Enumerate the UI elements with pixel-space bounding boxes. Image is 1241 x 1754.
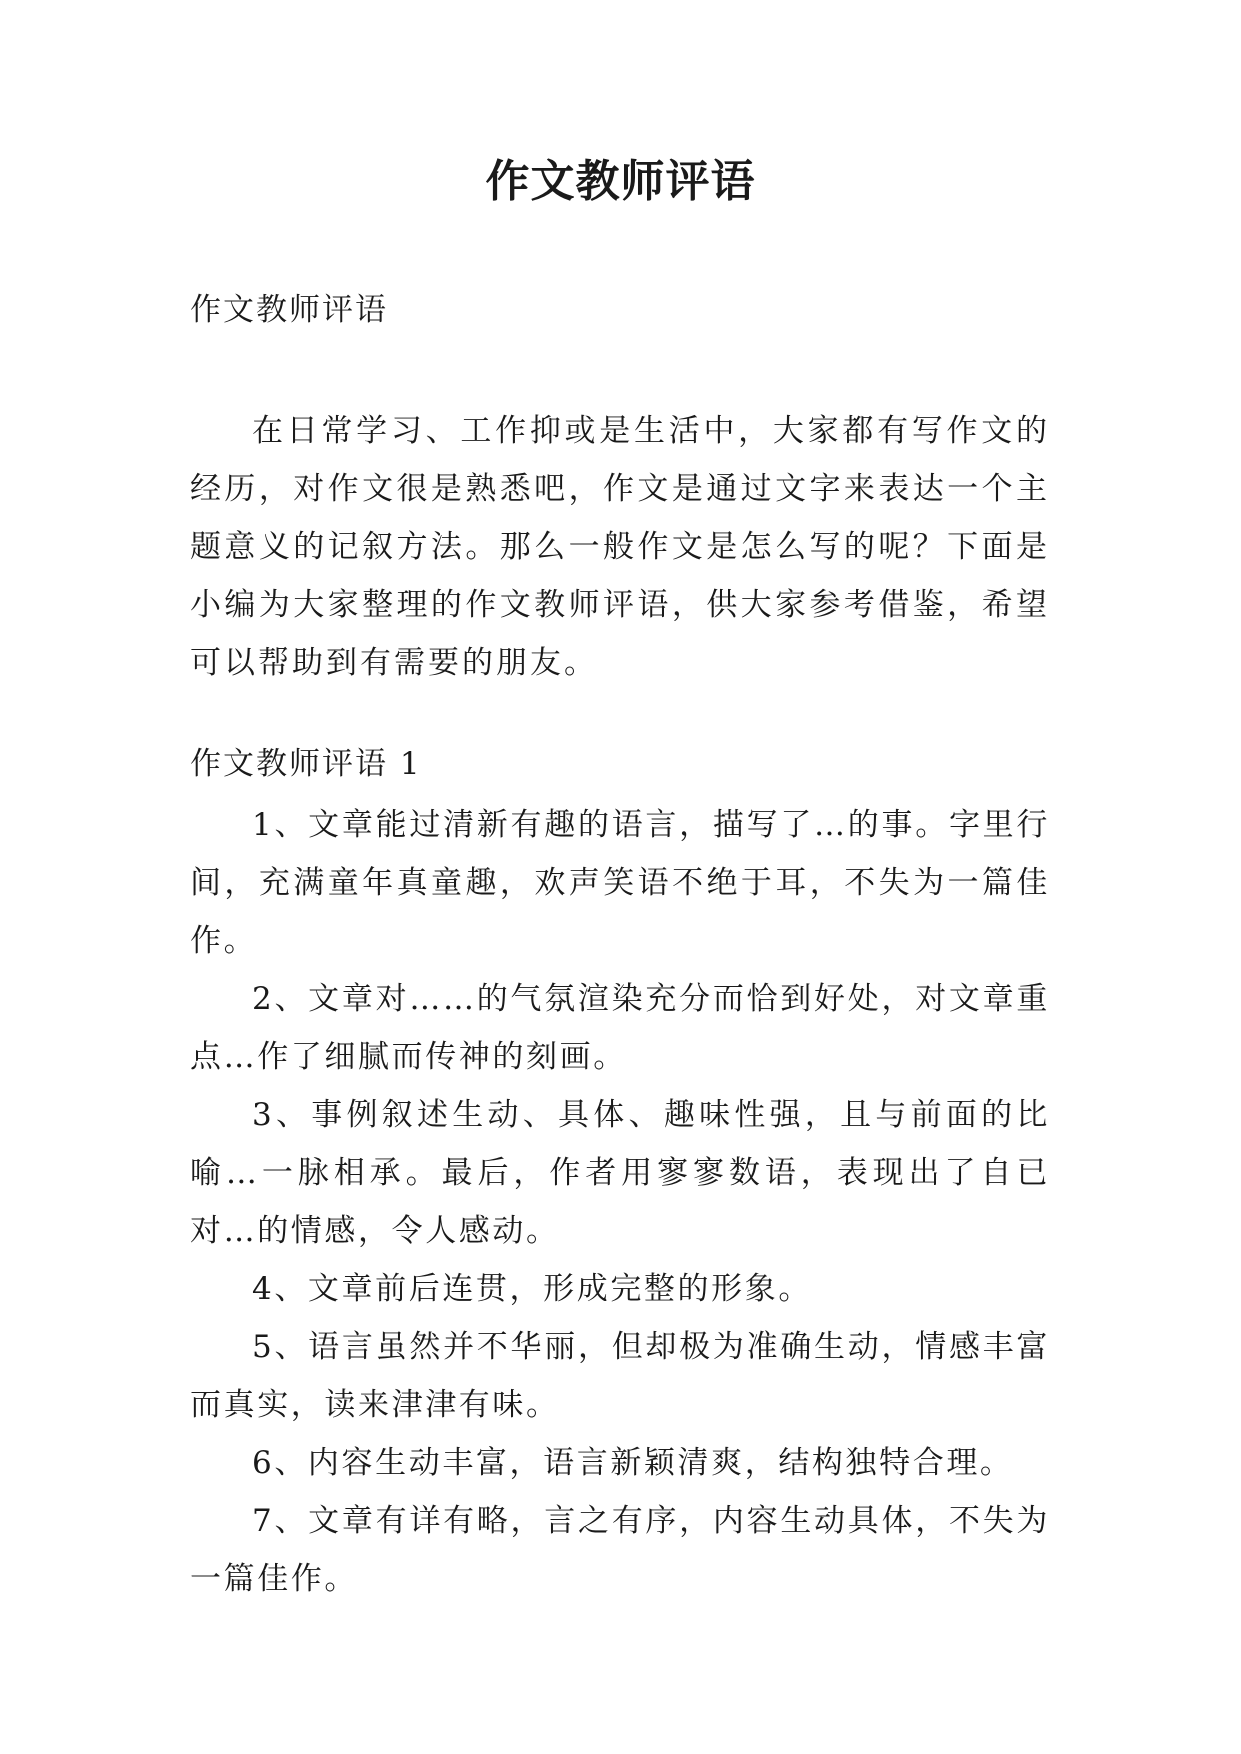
comment-item: 1、文章能过清新有趣的语言，描写了…的事。字里行间，充满童年真童趣，欢声笑语不绝于耳，不失为一篇佳作。 [190,807,1050,959]
comment-list [190,796,1050,1608]
comment-item: 2、文章对……的气氛渲染充分而恰到好处，对文章重点…作了细腻而传神的刻画。 [190,981,1050,1075]
comment-item: 4、文章前后连贯，形成完整的形象。 [252,1271,812,1307]
comment-item: 5、语言虽然并不华丽，但却极为准确生动，情感丰富而真实，读来津津有味。 [190,1329,1050,1423]
document-body [190,290,1050,1608]
comment-item: 6、内容生动丰富，语言新颖清爽，结构独特合理。 [252,1445,1014,1481]
comment-item: 3、事例叙述生动、具体、趣味性强，且与前面的比喻…一脉相承。最后，作者用寥寥数语，表现出了自已对…的情感，令人感动。 [190,1097,1050,1249]
document-title: 作文教师评语 [485,156,756,207]
comment-item: 7、文章有详有略，言之有序，内容生动具体，不失为一篇佳作。 [190,1503,1050,1597]
intro-paragraph: 在日常学习、工作抑或是生活中，大家都有写作文的经历，对作文很是熟悉吧，作文是通过文字来表达一个主题意义的记叙方法。那么一般作文是怎么写的呢？下面是小编为大家整理的作文教师评语，供大家参考借鉴，希望可以帮助到有需要的朋友。 [190,413,1050,681]
section-heading: 作文教师评语 1 [190,746,422,782]
document-subtitle: 作文教师评语 [190,292,388,328]
